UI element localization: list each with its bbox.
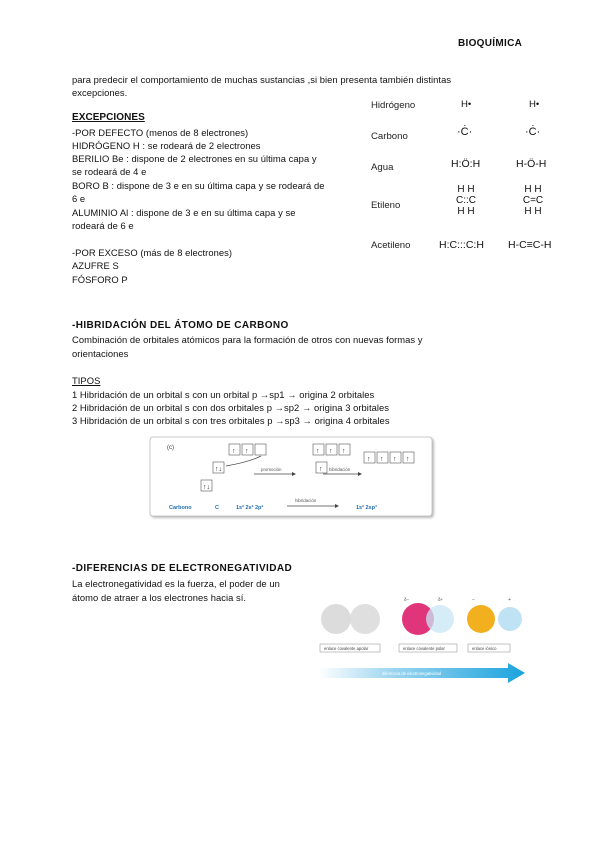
- orbital-box-2p: [255, 444, 266, 455]
- svg-text:↑↓: ↑↓: [203, 484, 210, 491]
- config-arrow-label: hibridación: [295, 498, 317, 503]
- lewis-row-name: Acetileno: [371, 240, 411, 251]
- excepciones-heading: EXCEPCIONES: [72, 112, 145, 123]
- electronegativity-figure: [316, 594, 528, 686]
- excepcion-line: rodeará de 6 e: [72, 220, 134, 231]
- carbon-label: Carbono: [169, 505, 192, 511]
- lewis-dot-structure: H H C::C H H: [456, 184, 476, 217]
- lewis-dot-structure: H:Ö:H: [451, 158, 481, 170]
- excepcion-line: BERILIO Be : dispone de 2 electrones en su última capa y: [72, 153, 317, 164]
- ion-circle-negative: [467, 605, 495, 633]
- figure-panel-label: (c): [167, 445, 174, 451]
- excepcion-line: HIDRÓGENO H : se rodeará de 2 electrones: [72, 140, 261, 151]
- electroneg-line-1: La electronegatividad es la fuerza, el poder de un: [72, 578, 280, 589]
- carbon-symbol: C: [215, 505, 219, 511]
- ion-minus-label: −: [472, 597, 475, 603]
- svg-text:↑: ↑: [393, 456, 397, 463]
- atom-circle-nonpolar: [321, 604, 351, 634]
- arrow-label: diferencia de electronegatividad: [382, 671, 442, 676]
- svg-text:↑↓: ↑↓: [215, 466, 222, 473]
- ground-config: 1s² 2s² 2p²: [236, 505, 264, 511]
- excepcion-line: se rodeará de 4 e: [72, 166, 147, 177]
- ion-circle-positive: [498, 607, 522, 631]
- hybrid-config: 1s² 2sp³: [356, 505, 377, 511]
- svg-text:↑: ↑: [342, 448, 346, 455]
- excepcion-line: -POR DEFECTO (menos de 8 electrones): [72, 127, 249, 138]
- hibridacion-desc-line-2: orientaciones: [72, 348, 129, 359]
- lewis-row-name: Carbono: [371, 131, 408, 142]
- delta-plus-label: δ+: [438, 597, 444, 602]
- hybridization-label: hibridación: [329, 467, 351, 472]
- electroneg-line-2: átomo de atraer a los electrones hacia sí.: [72, 592, 247, 603]
- lewis-row-name: Agua: [371, 162, 394, 173]
- tipo-line: 2 Hibridación de un orbital s con dos orbitales p →sp2 → origina 3 orbitales: [72, 402, 389, 413]
- tipos-heading: TIPOS: [72, 375, 101, 386]
- svg-text:↑: ↑: [329, 448, 333, 455]
- figure-frame: [150, 437, 432, 516]
- lewis-line-structure: ·Ċ·: [525, 126, 541, 138]
- lewis-dot-structure: ·Ċ·: [457, 126, 473, 138]
- excepcion-line: ALUMINIO Al : dispone de 3 e en su última capa y se: [72, 207, 296, 218]
- atom-circle-polar-positive: [426, 605, 454, 633]
- orbital-hybridization-figure: [149, 436, 436, 520]
- svg-text:↑: ↑: [406, 456, 410, 463]
- exceso-line: FÓSFORO P: [72, 274, 128, 285]
- intro-line-1: para predecir el comportamiento de muchas sustancias ,si bien presenta también distintas: [72, 74, 452, 85]
- hibridacion-desc-line-1: Combinación de orbitales atómicos para la formación de otros con nuevas formas y: [72, 334, 423, 345]
- svg-text:↑: ↑: [367, 456, 371, 463]
- electroneg-heading: -DIFERENCIAS DE ELECTRONEGATIVIDAD: [72, 563, 293, 574]
- svg-text:↑: ↑: [316, 448, 320, 455]
- ion-plus-label: +: [508, 597, 511, 603]
- excepcion-line: BORO B : dispone de 3 e en su última capa y se rodeará de: [72, 180, 325, 191]
- promotion-label: promoción: [261, 467, 282, 472]
- lewis-row-name: Hidrógeno: [371, 100, 416, 111]
- lewis-line-structure: H•: [529, 99, 540, 110]
- exceso-line: AZUFRE S: [72, 260, 119, 271]
- hibridacion-heading: -HIBRIDACIÓN DEL ÁTOMO DE CARBONO: [72, 320, 289, 331]
- tipo-line: 1 Hibridación de un orbital s con un orbital p →sp1 → origina 2 orbitales: [72, 389, 375, 400]
- exceso-line: -POR EXCESO (más de 8 electrones): [72, 247, 233, 258]
- lewis-line-structure: H-C≡C-H: [508, 239, 552, 251]
- lewis-line-structure: H-Ö-H: [516, 158, 547, 170]
- svg-text:↑: ↑: [245, 448, 249, 455]
- delta-minus-label: δ−: [404, 597, 410, 602]
- page-header-title: BIOQUÍMICA: [458, 38, 523, 49]
- atom-circle-nonpolar: [350, 604, 380, 634]
- lewis-row-name: Etileno: [371, 200, 401, 211]
- intro-line-2: excepciones.: [72, 87, 128, 98]
- label-nonpolar: enlace covalente apolar: [324, 646, 369, 651]
- tipo-line: 3 Hibridación de un orbital s con tres orbitales p →sp3 → origina 4 orbitales: [72, 415, 390, 426]
- lewis-line-structure: H H C=C H H: [522, 184, 544, 217]
- label-polar: enlace covalente polar: [403, 646, 445, 651]
- lewis-dot-structure: H•: [461, 99, 472, 110]
- label-ionic: enlace iónico: [472, 646, 497, 651]
- excepcion-line: 6 e: [72, 193, 86, 204]
- svg-text:↑: ↑: [232, 448, 236, 455]
- svg-text:↑: ↑: [319, 466, 323, 473]
- svg-text:↑: ↑: [380, 456, 384, 463]
- lewis-dot-structure: H:C:::C:H: [439, 239, 484, 251]
